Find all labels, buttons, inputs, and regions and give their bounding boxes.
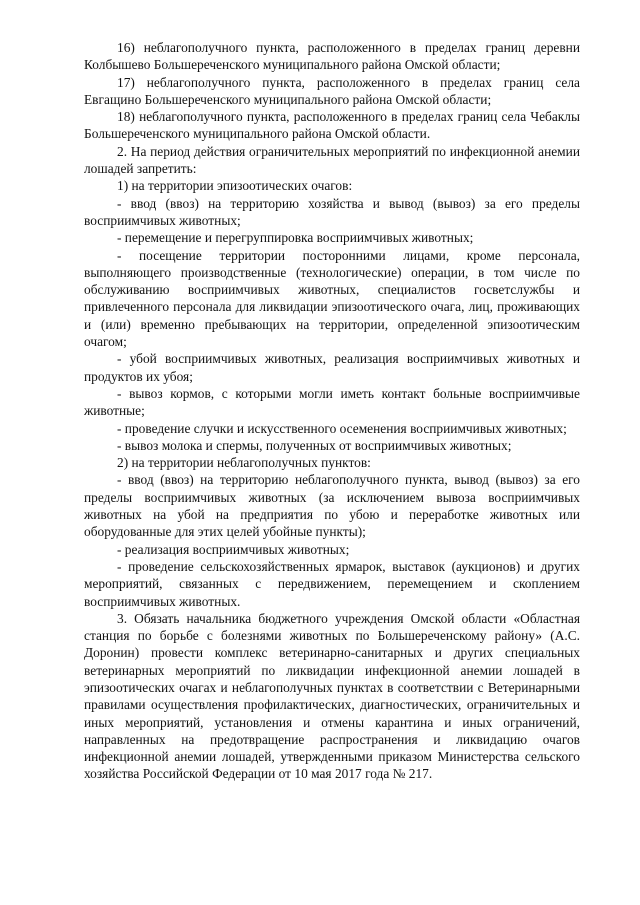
paragraph-bullet: - проведение случки и искусственного осеменения восприимчивых животных; xyxy=(117,420,567,436)
paragraph-bullet: - ввод (ввоз) на территорию хозяйства и вывод (вывоз) за его пределы восприимчивых животных; xyxy=(84,195,580,228)
paragraph-subclause-1: 1) на территории эпизоотических очагов: xyxy=(117,178,353,194)
paragraph-bullet: - вывоз молока и спермы, полученных от восприимчивых животных; xyxy=(117,437,512,453)
paragraph-bullet: - проведение сельскохозяйственных ярмарок, выставок (аукционов) и других мероприятий, связанных с передвижением, перемещением и скоплением восприимчивых животных. xyxy=(84,558,580,609)
paragraph-bullet: - перемещение и перегруппировка восприимчивых животных; xyxy=(117,230,474,246)
paragraph-clause-3: 3. Обязать начальника бюджетного учреждения Омской области «Областная станция по борьбе с болезнями животных по Большереченскому району» (А.С. Доронин) провести комплекс ветеринарно-санитарных и других специальных ветеринарных мероприятий по ликвидации инфекционной анемии лошадей в эпизоотических очагах и неблагополучных пунктах в соответствии с Ветеринарными правилами осуществления профилактических, диагностических, ограничительных и иных мероприятий, установления и отмены карантина и иных ограничений, направленных на предотвращение распространения и ликвидацию очагов инфекционной анемии лошадей, утвержденными приказом Министерства сельского хозяйства Российской Федерации от 10 мая 2017 года № 217. xyxy=(84,610,580,782)
paragraph-item-18: 18) неблагополучного пункта, расположенного в пределах границ села Чебаклы Большереченского муниципального района Омской области. xyxy=(84,109,580,142)
paragraph-bullet: - посещение территории посторонними лицами, кроме персонала, выполняющего производственные (технологические) операции, в том числе по обслуживанию восприимчивых животных, специалистов госветслужбы и привлеченного персонала для ликвидации эпизоотического очага, лиц, проживающих и (или) временно пребывающих на территории, определенной эпизоотическим очагом; xyxy=(84,247,580,350)
paragraph-bullet: - вывоз кормов, с которыми могли иметь контакт больные восприимчивые животные; xyxy=(84,385,580,419)
paragraph-bullet: - ввод (ввоз) на территорию неблагополучного пункта, вывод (вывоз) за его пределы восприимчивых животных (за исключением вывоза восприимчивых животных на убой на предприятия по убою и переработке животных или оборудованные для этих целей убойные пункты); xyxy=(84,472,580,540)
paragraph-subclause-2: 2) на территории неблагополучных пунктов: xyxy=(117,455,371,471)
paragraph-bullet: - убой восприимчивых животных, реализация восприимчивых животных и продуктов их убоя; xyxy=(84,351,580,384)
paragraph-clause-2: 2. На период действия ограничительных мероприятий по инфекционной анемии лошадей запретить: xyxy=(84,143,580,177)
paragraph-bullet: - реализация восприимчивых животных; xyxy=(117,541,350,557)
paragraph-item-16: 16) неблагополучного пункта, расположенного в пределах границ деревни Колбышево Большереченского муниципального района Омской области; xyxy=(84,40,580,73)
paragraph-item-17: 17) неблагополучного пункта, расположенного в пределах границ села Евгащино Большереченского муниципального района Омской области; xyxy=(84,74,580,107)
